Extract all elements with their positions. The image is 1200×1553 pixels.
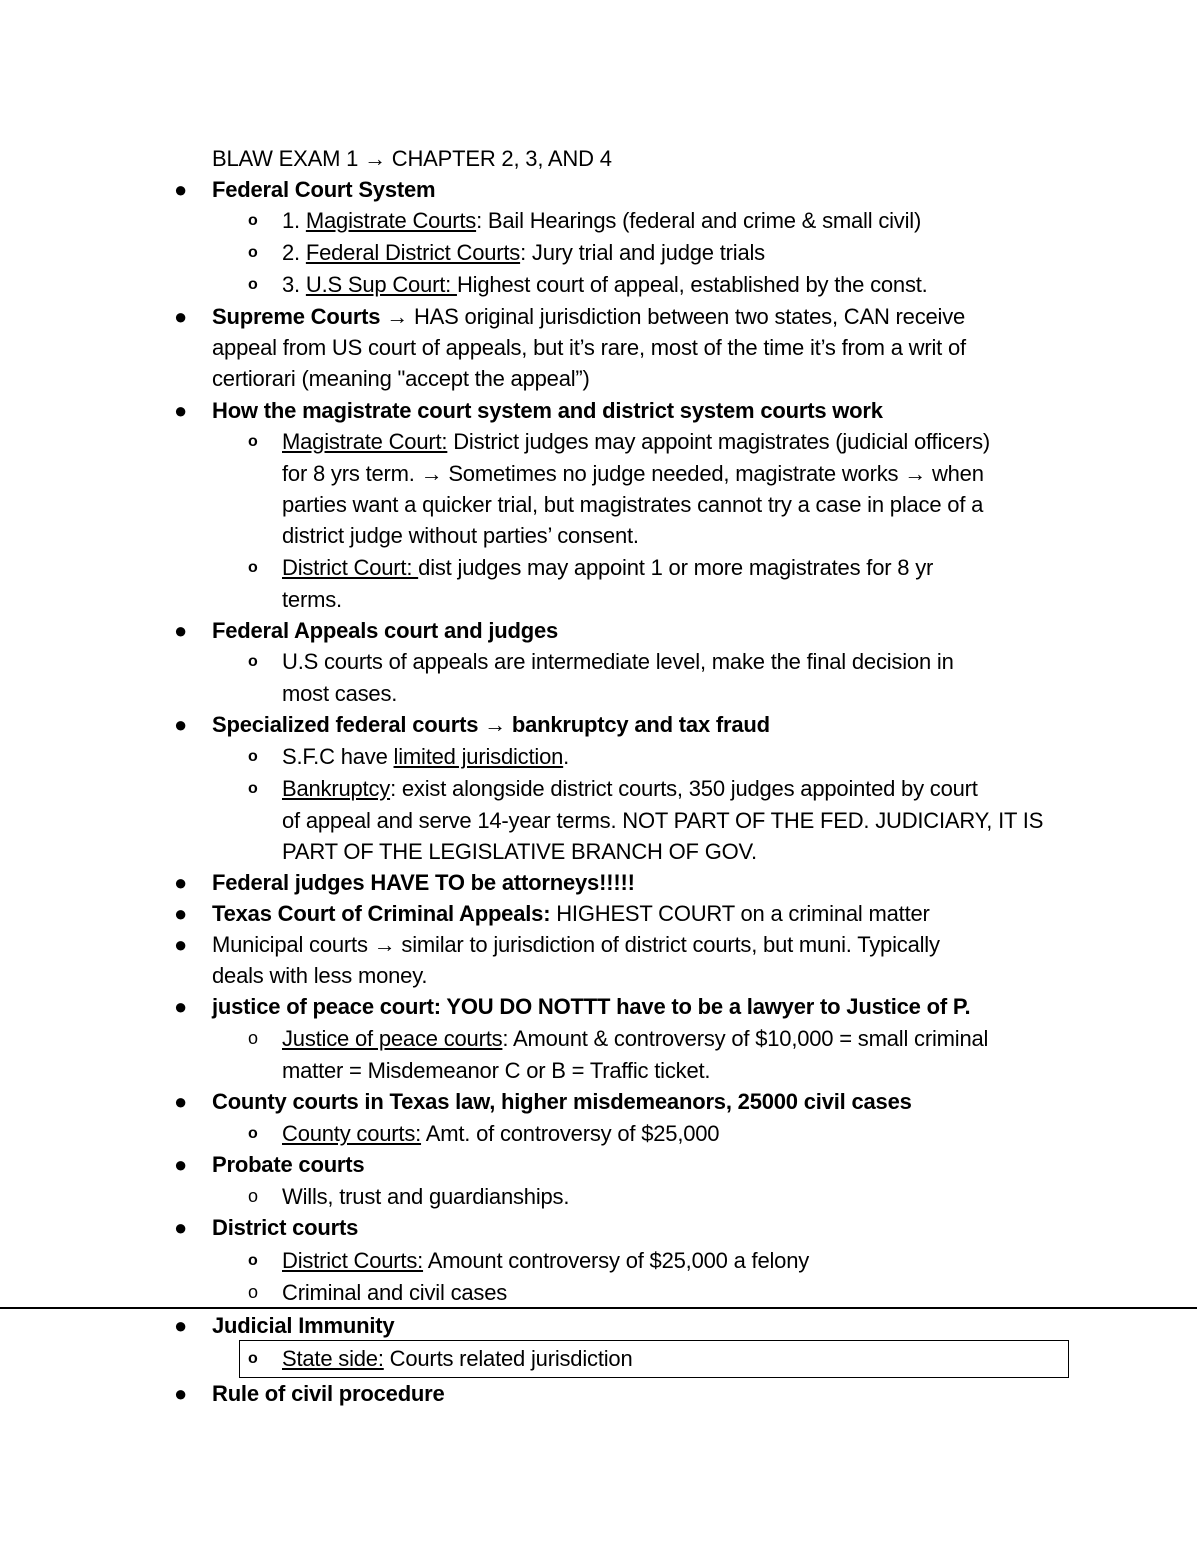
list-item: 1. Magistrate Courts: Bail Hearings (federal and crime & small civil) (282, 208, 922, 233)
sub-bullet-icon: o (248, 780, 258, 797)
bullet-icon: ● (174, 870, 188, 895)
list-item-continuation: district judge without parties’ consent. (282, 523, 639, 548)
bullet-icon: ● (174, 398, 188, 423)
section-heading: Judicial Immunity (212, 1313, 395, 1338)
arrow-icon: → (484, 712, 506, 737)
list-item: County courts: Amt. of controversy of $25,000 (282, 1121, 720, 1146)
sub-bullet-icon: o (248, 748, 258, 765)
list-item: 3. U.S Sup Court: Highest court of appeal, established by the const. (282, 272, 928, 297)
bullet-icon: ● (174, 618, 188, 643)
arrow-icon: → (904, 461, 927, 486)
list-item: Bankruptcy: exist alongside district courts, 350 judges appointed by court (282, 776, 978, 801)
section-heading: Rule of civil procedure (212, 1381, 445, 1406)
list-item: Supreme Courts → HAS original jurisdiction between two states, CAN receive (212, 304, 966, 329)
list-item-continuation: deals with less money. (212, 963, 428, 988)
bullet-icon: ● (174, 304, 188, 329)
list-item-continuation: matter = Misdemeanor C or B = Traffic ticket. (282, 1058, 711, 1083)
list-item: Criminal and civil cases (282, 1280, 508, 1305)
arrow-icon: → (364, 146, 386, 171)
bullet-icon: ● (174, 712, 188, 737)
list-item-continuation: certiorari (meaning "accept the appeal”) (212, 366, 590, 391)
list-item-continuation: most cases. (282, 681, 398, 706)
bullet-icon: ● (174, 1381, 188, 1406)
bullet-icon: ● (174, 1215, 188, 1240)
list-item: Federal judges HAVE TO be attorneys!!!!! (212, 870, 635, 895)
bullet-icon: ● (174, 1152, 188, 1177)
section-heading: Probate courts (212, 1152, 365, 1177)
bullet-icon: ● (174, 1089, 188, 1114)
sub-bullet-icon: o (248, 1125, 258, 1142)
section-heading: Federal Court System (212, 177, 436, 202)
bullet-icon: ● (174, 1313, 188, 1338)
list-item: Magistrate Court: District judges may appoint magistrates (judicial officers) (282, 429, 991, 454)
list-item: State side: Courts related jurisdiction (282, 1346, 633, 1371)
sub-bullet-icon: o (248, 433, 258, 450)
list-item-continuation: parties want a quicker trial, but magistrates cannot try a case in place of a (282, 492, 984, 517)
section-heading: Specialized federal courts → bankruptcy and tax fraud (212, 712, 770, 737)
list-item-continuation: appeal from US court of appeals, but it’s rare, most of the time it’s from a writ of (212, 335, 966, 360)
title-text-end: CHAPTER 2, 3, AND 4 (385, 146, 612, 171)
sub-bullet-icon: o (248, 559, 258, 576)
sub-bullet-icon: o (248, 276, 258, 293)
sub-bullet-icon: o (248, 212, 258, 229)
list-item: 2. Federal District Courts: Jury trial and judge trials (282, 240, 765, 265)
list-item: Justice of peace courts: Amount & controversy of $10,000 = small criminal (282, 1026, 989, 1051)
sub-bullet-icon: o (248, 1028, 259, 1048)
arrow-icon: → (386, 304, 409, 329)
document-title (212, 143, 612, 174)
section-heading: Federal Appeals court and judges (212, 618, 559, 643)
bullet-icon: ● (174, 932, 188, 957)
bullet-icon: ● (174, 177, 188, 202)
list-item-continuation: PART OF THE LEGISLATIVE BRANCH OF GOV. (282, 839, 757, 864)
section-heading: How the magistrate court system and district system courts work (212, 398, 883, 423)
list-item-continuation: terms. (282, 587, 342, 612)
sub-bullet-icon: o (248, 1252, 258, 1269)
list-item-continuation: for 8 yrs term. → Sometimes no judge needed, magistrate works → when (282, 461, 984, 486)
title-text: BLAW EXAM 1 (212, 146, 365, 171)
sub-bullet-icon: o (248, 1350, 258, 1367)
arrow-icon: → (373, 932, 396, 957)
sub-bullet-icon: o (248, 1186, 259, 1206)
list-item: U.S courts of appeals are intermediate level, make the final decision in (282, 649, 954, 674)
sub-bullet-icon: o (248, 653, 258, 670)
list-item: Texas Court of Criminal Appeals: HIGHEST COURT on a criminal matter (212, 901, 930, 926)
list-item: District Court: dist judges may appoint 1 or more magistrates for 8 yr (282, 555, 934, 580)
list-item: District Courts: Amount controversy of $25,000 a felony (282, 1248, 810, 1273)
section-heading: County courts in Texas law, higher misdemeanors, 25000 civil cases (212, 1089, 912, 1114)
bullet-icon: ● (174, 901, 188, 926)
arrow-icon: → (420, 461, 443, 486)
list-item: Wills, trust and guardianships. (282, 1184, 570, 1209)
list-item: S.F.C have limited jurisdiction. (282, 744, 570, 769)
section-heading: justice of peace court: YOU DO NOTTT have to be a lawyer to Justice of P. (212, 994, 971, 1019)
list-item-continuation: of appeal and serve 14-year terms. NOT PART OF THE FED. JUDICIARY, IT IS (282, 808, 1044, 833)
horizontal-rule (0, 1307, 1197, 1309)
list-item: Municipal courts → similar to jurisdiction of district courts, but muni. Typically (212, 932, 940, 957)
section-heading: District courts (212, 1215, 359, 1240)
bullet-icon: ● (174, 994, 188, 1019)
sub-bullet-icon: o (248, 1282, 259, 1302)
sub-bullet-icon: o (248, 244, 258, 261)
